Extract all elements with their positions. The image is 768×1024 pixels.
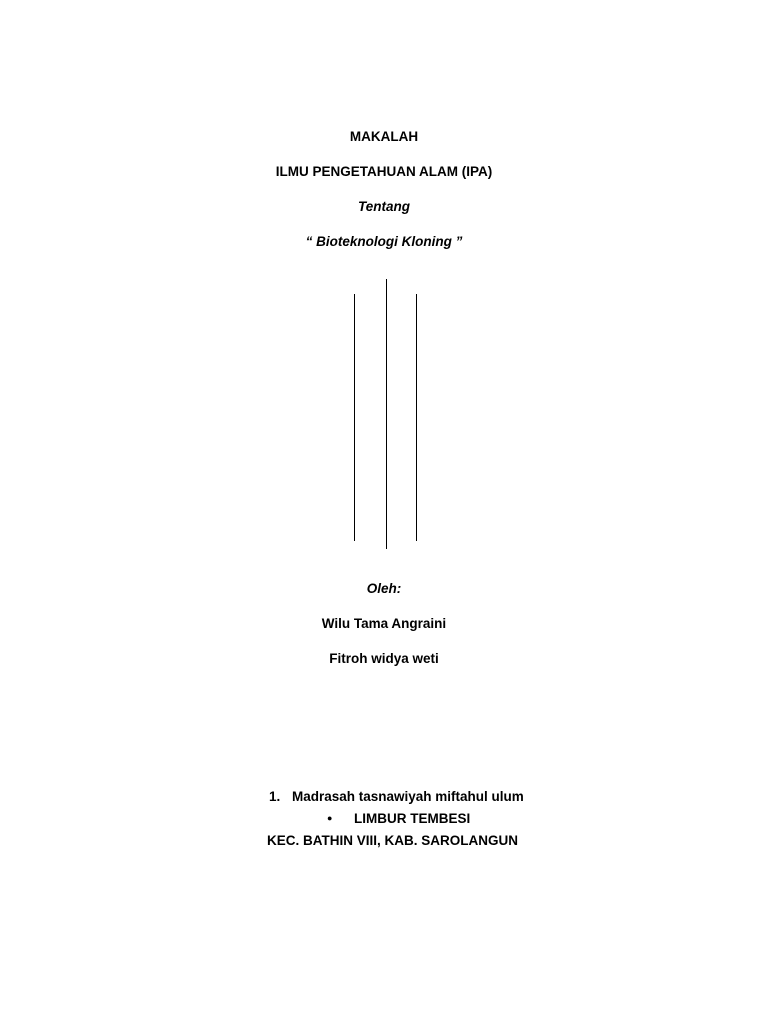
subject-heading: ILMU PENGETAHUAN ALAM (IPA) (275, 164, 493, 179)
bullet-icon: ● (327, 813, 333, 823)
district-line: KEC. BATHIN VIII, KAB. SAROLANGUN (267, 833, 519, 848)
village-name: LIMBUR TEMBESI (354, 811, 471, 826)
school-name: Madrasah tasnawiyah miftahul ulum (292, 789, 524, 804)
author-name: Wilu Tama Angraini (321, 616, 447, 631)
vertical-rule-right (416, 294, 417, 541)
numbered-list-item (269, 788, 524, 806)
about-label: Tentang (358, 199, 410, 214)
author-name: Fitroh widya weti (329, 651, 439, 666)
vertical-rule-left (354, 294, 355, 541)
by-label: Oleh: (366, 581, 402, 596)
document-title: MAKALAH (349, 129, 419, 144)
vertical-rule-center (386, 279, 387, 549)
topic-title: “ Bioteknologi Kloning ” (305, 234, 463, 249)
list-number: 1. (269, 789, 281, 804)
bullet-list-item (327, 809, 470, 828)
